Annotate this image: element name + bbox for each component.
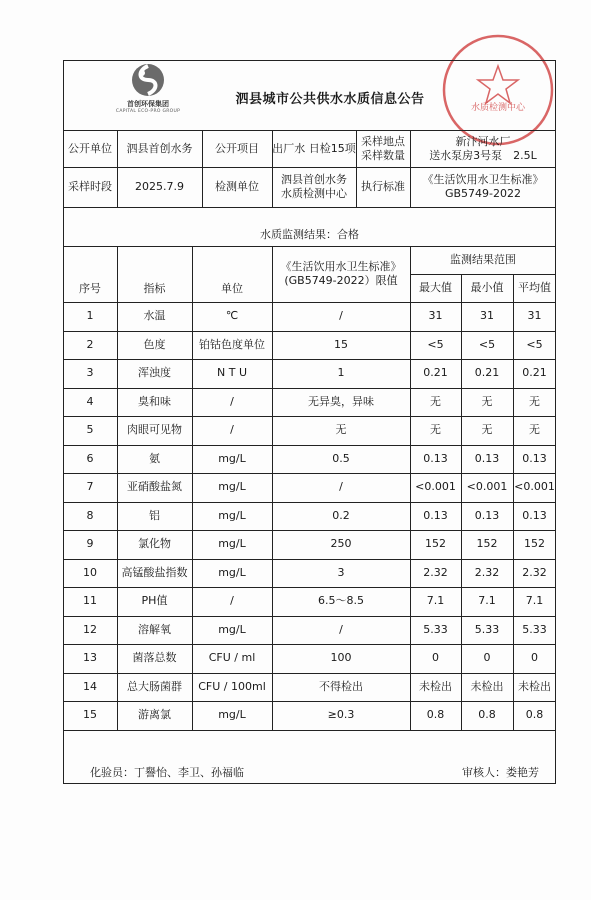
row-12-avg: 5.33 <box>522 622 547 636</box>
row-4-avg: 无 <box>529 394 540 408</box>
row-12-limit: / <box>339 622 343 636</box>
row-15-indicator: 游离氯 <box>138 708 171 722</box>
row-2-avg: <5 <box>526 337 543 351</box>
row-10-min: 2.32 <box>474 565 500 579</box>
row-14-unit: CFU / 100ml <box>198 679 266 693</box>
row-11-indicator: PH值 <box>141 594 168 608</box>
standard-value-line-1: 《生活饮用水卫生标准》 <box>422 173 544 186</box>
row-1-no: 1 <box>86 309 94 323</box>
row-9-unit: mg/L <box>218 537 246 551</box>
quantity-value: 送水泵房3号泵 2.5L <box>429 148 537 162</box>
row-7-no: 7 <box>86 480 94 494</box>
row-4-max: 无 <box>430 394 441 408</box>
location-labels <box>356 130 410 167</box>
row-14-indicator: 总大肠菌群 <box>127 679 182 693</box>
row-3-no: 3 <box>86 366 94 380</box>
row-13-limit: 100 <box>330 651 352 665</box>
col-header-limit <box>272 246 410 302</box>
row-6-avg: 0.13 <box>522 451 547 465</box>
item-label: 公开项目 <box>215 141 259 155</box>
row-7-indicator: 亚硝酸盐氮 <box>127 480 182 494</box>
row-2-no: 2 <box>86 337 94 351</box>
row-8-min: 0.13 <box>474 508 500 522</box>
row-6-no: 6 <box>86 451 94 465</box>
row-9-indicator: 氯化物 <box>138 537 171 551</box>
row-13-avg: 0 <box>531 651 538 665</box>
row-14-limit: 不得检出 <box>319 679 363 693</box>
row-5-limit: 无 <box>335 423 347 437</box>
row-3-avg: 0.21 <box>522 366 547 380</box>
row-3-max: 0.21 <box>423 366 448 380</box>
row-4-unit: / <box>230 394 234 408</box>
row-15-max: 0.8 <box>426 708 445 722</box>
publisher-label: 公开单位 <box>68 141 112 155</box>
logo-subtext: CAPITAL ECO-PRO GROUP <box>115 109 181 114</box>
row-4-no: 4 <box>86 394 94 408</box>
row-8-avg: 0.13 <box>522 508 547 522</box>
row-1-min: 31 <box>480 309 494 323</box>
row-12-max: 5.33 <box>423 622 448 636</box>
row-1-indicator: 水温 <box>143 309 166 323</box>
lab-value-line-1: 泗县首创水务 <box>281 173 347 186</box>
row-7-unit: mg/L <box>218 480 246 494</box>
location-value: 新汴河水厂 <box>455 134 511 148</box>
row-3-min: 0.21 <box>474 366 500 380</box>
row-7-avg: <0.001 <box>514 480 555 494</box>
logo-text: 首创环保集团 <box>127 100 169 108</box>
row-9-limit: 250 <box>330 537 352 551</box>
col-header-indicator: 指标 <box>143 282 166 295</box>
row-2-indicator: 色度 <box>143 337 166 351</box>
col-header-no: 序号 <box>79 282 101 295</box>
row-10-unit: mg/L <box>218 565 246 579</box>
row-6-indicator: 氨 <box>149 451 160 465</box>
grid-line-info-bottom <box>63 207 556 208</box>
row-7-limit: / <box>339 480 343 494</box>
row-5-min: 无 <box>481 423 493 437</box>
row-15-avg: 0.8 <box>525 708 544 722</box>
row-2-max: <5 <box>427 337 444 351</box>
seal-center-text: 水质检测中心 <box>470 103 525 113</box>
row-6-limit: 0.5 <box>332 451 350 465</box>
row-10-max: 2.32 <box>423 565 448 579</box>
row-8-indicator: 铝 <box>149 508 160 522</box>
row-13-min: 0 <box>483 651 491 665</box>
col-header-avg: 平均值 <box>518 281 551 294</box>
reviewer-line: 审核人：娄艳芳 <box>462 766 539 779</box>
row-10-indicator: 高锰酸盐指数 <box>121 565 188 579</box>
row-12-min: 5.33 <box>474 622 500 636</box>
col-header-range: 监测结果范围 <box>450 253 516 266</box>
row-12-unit: mg/L <box>218 622 246 636</box>
location-label: 采样地点 <box>361 134 405 148</box>
lab-value-line-2: 水质检测中心 <box>281 187 347 200</box>
row-14-no: 14 <box>83 679 97 693</box>
row-8-no: 8 <box>86 508 94 522</box>
row-3-indicator: 浑浊度 <box>138 366 171 380</box>
row-14-min: 未检出 <box>470 679 504 693</box>
row-14-avg: 未检出 <box>518 679 551 693</box>
standard-value-line-2: GB5749-2022 <box>444 187 522 200</box>
row-10-no: 10 <box>83 565 97 579</box>
row-11-limit: 6.5～8.5 <box>318 594 364 608</box>
row-3-unit: N T U <box>217 366 247 380</box>
row-5-indicator: 肉眼可见物 <box>127 423 182 437</box>
row-9-max: 152 <box>425 537 446 551</box>
row-14-max: 未检出 <box>419 679 452 693</box>
row-2-unit: 铂钴色度单位 <box>199 337 265 351</box>
time-label: 采样时段 <box>68 180 112 193</box>
page-title: 泗县城市公共供水水质信息公告 <box>235 92 425 107</box>
result-line: 水质监测结果：合格 <box>260 228 359 241</box>
row-5-no: 5 <box>86 423 94 437</box>
row-5-unit: / <box>230 423 234 437</box>
row-4-min: 无 <box>481 394 493 408</box>
publisher-value: 泗县首创水务 <box>126 141 193 155</box>
col-header-max: 最大值 <box>419 281 452 294</box>
row-10-avg: 2.32 <box>522 565 547 579</box>
row-1-limit: / <box>339 309 343 323</box>
row-8-limit: 0.2 <box>332 508 350 522</box>
time-value: 2025.7.9 <box>135 180 184 193</box>
col-header-unit: 单位 <box>221 282 243 295</box>
col-header-limit-line-2: (GB5749-2022）限值 <box>284 274 398 287</box>
row-10-limit: 3 <box>337 565 345 579</box>
row-1-avg: 31 <box>527 309 542 323</box>
row-15-unit: mg/L <box>218 708 246 722</box>
col-header-min: 最小值 <box>470 281 504 294</box>
quantity-label: 采样数量 <box>361 148 405 162</box>
row-9-avg: 152 <box>524 537 545 551</box>
testers-line: 化验员：丁譽怡、李卫、孙福临 <box>90 766 244 779</box>
row-1-unit: ℃ <box>225 309 239 323</box>
row-4-limit: 无异臭，异味 <box>308 394 374 408</box>
standard-label: 执行标准 <box>361 180 405 193</box>
row-8-unit: mg/L <box>218 508 246 522</box>
row-2-min: <5 <box>478 337 496 351</box>
grid-line-row <box>63 730 556 731</box>
row-12-no: 12 <box>83 622 97 636</box>
row-11-max: 7.1 <box>426 594 445 608</box>
row-12-indicator: 溶解氧 <box>138 622 171 636</box>
row-11-unit: / <box>230 594 234 608</box>
col-header-limit-line-1: 《生活饮用水卫生标准》 <box>280 260 402 273</box>
row-3-limit: 1 <box>337 366 345 380</box>
row-15-no: 15 <box>83 708 97 722</box>
row-13-indicator: 菌落总数 <box>132 651 177 665</box>
row-1-max: 31 <box>428 309 443 323</box>
row-4-indicator: 臭和味 <box>138 394 171 408</box>
lab-label: 检测单位 <box>215 180 259 193</box>
standard-value <box>410 167 556 207</box>
row-7-max: <0.001 <box>415 480 456 494</box>
row-11-avg: 7.1 <box>525 594 544 608</box>
row-15-limit: ≥0.3 <box>327 708 355 722</box>
row-8-max: 0.13 <box>423 508 448 522</box>
row-5-avg: 无 <box>529 423 540 437</box>
item-value: 出厂水 日检15项 <box>272 141 356 155</box>
row-15-min: 0.8 <box>478 708 496 722</box>
row-2-limit: 15 <box>334 337 348 351</box>
row-6-unit: mg/L <box>218 451 246 465</box>
location-values <box>410 130 556 167</box>
row-13-no: 13 <box>83 651 97 665</box>
row-7-min: <0.001 <box>466 480 508 494</box>
row-11-min: 7.1 <box>478 594 496 608</box>
row-11-no: 11 <box>83 594 97 608</box>
row-5-max: 无 <box>430 423 441 437</box>
row-13-unit: CFU / ml <box>208 651 256 665</box>
row-6-max: 0.13 <box>423 451 448 465</box>
lab-value <box>272 167 356 207</box>
row-6-min: 0.13 <box>474 451 500 465</box>
row-9-no: 9 <box>86 537 94 551</box>
row-9-min: 152 <box>476 537 498 551</box>
row-13-max: 0 <box>432 651 439 665</box>
